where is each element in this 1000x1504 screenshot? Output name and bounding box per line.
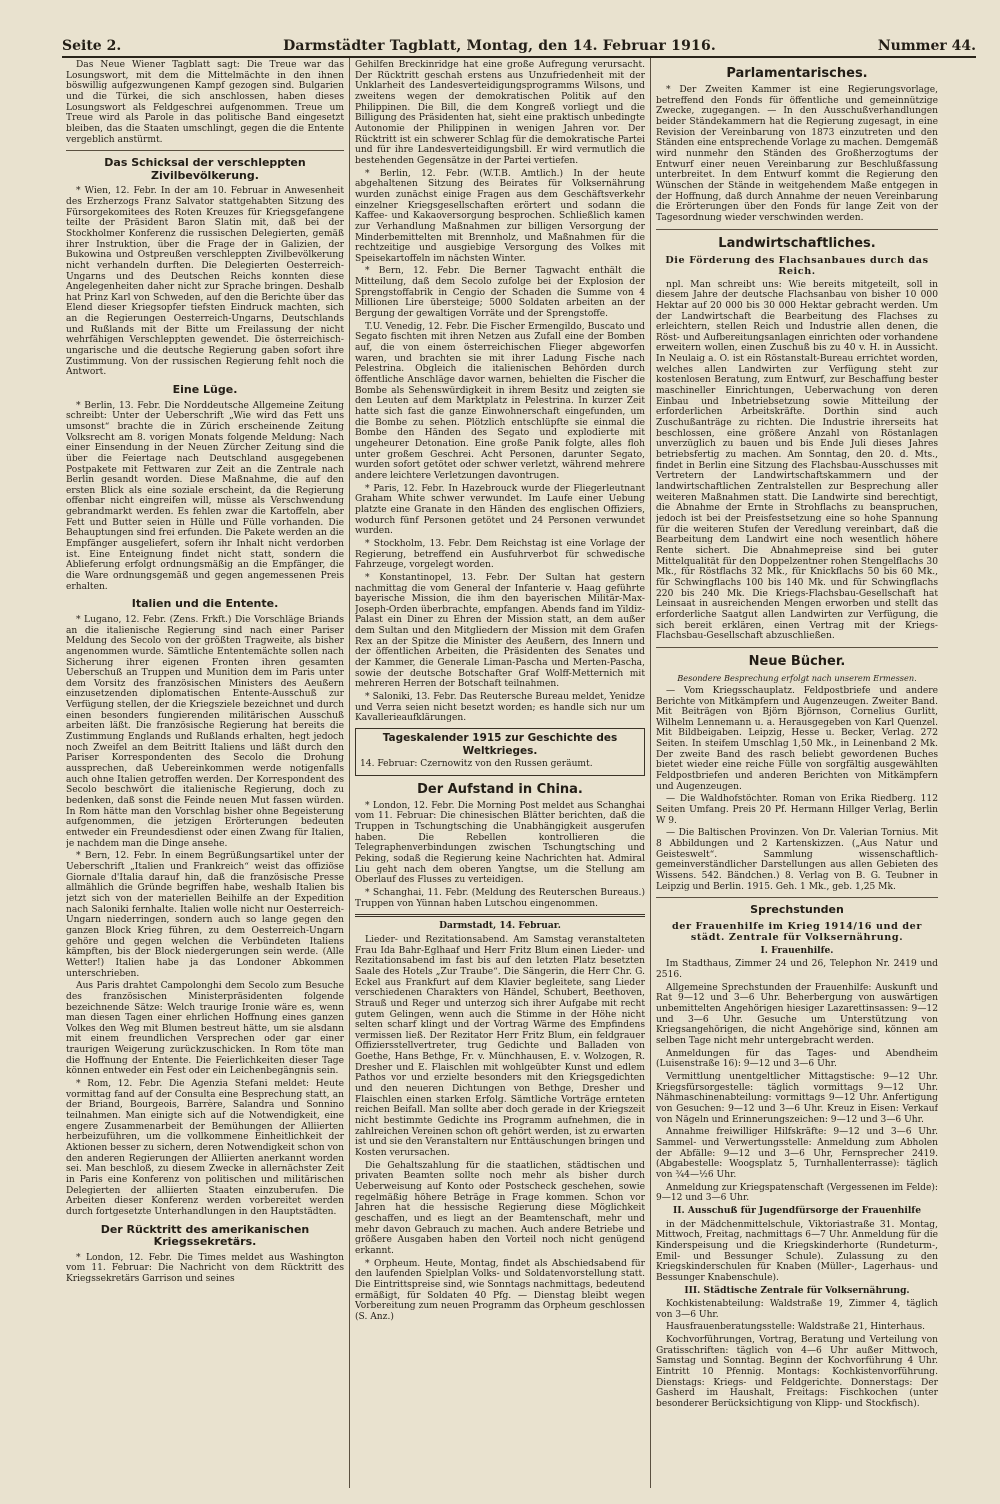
article-text: Lieder- und Rezitationsabend. Am Samstag veranstalteten Frau Ida Bahr-Eglhaaf und Herr Fritz Blum einen Lieder- und Rezitationsabend im fast bis auf den letzten Platz besetzten Saale des Hotels „Zur Traube“. Die Sängerin, die Herr Chr. G. Eckel aus Frankfurt auf dem Klavier begleitete, sang Lieder verschiedenen Charakters von Händel, Schubert, Beethoven, Strauß und Reger und unterzog sich ihrer Aufgabe mit recht gutem Gelingen, wenn auch die Stimme in der Höhe nicht selten scharf klingt und der Vortrag Wärme des Empfindens vermissen ließ. Der Rezitator Herr Fritz Blum, ein feldgrauer Offiziersstellvertreter, trug Gedichte und Balladen von Goethe, Hans Bethge, Fr. v. Münchhausen, E. v. Wolzogen, R. Dresher und E. Flaischlen mit wohlgeübter Kunst und edlem Pathos vor und erzielte besonders mit den Kriegsgedichten und den neueren Dichtungen von Bethge, Dresher und Flaischlen einen starken Erfolg. Sämtliche Vorträge ernteten reichen Beifall. Man sollte aber doch gerade in der Kriegszeit nicht bestimmte Gedichte ins Programm aufnehmen, die in zahlreichen Vereinen schon oft gehört werden, ist zu erwarten ist und sie den Veranstaltern nur Enttäuschungen bringen und Kosten verursachen. [355, 934, 645, 1159]
article-text: * Berlin, 12. Febr. (W.T.B. Amtlich.) In der heute abgehaltenen Sitzung des Beirates für Volksernährung wurden zunächst einige Fragen aus dem Geschäftsverkehr einzelner Kriegsgesellschaften erörtert und sodann die Kaffee- und Kakaoversorgung besprochen. Schließlich kamen zur Verhandlung Maßnahmen zur billigen Versorgung der Minderbemittelten mit Brennholz, und Maßnahmen für die rechtzeitige und ausgiebige Versorgung des Volkes mit Speisekartoffeln im nächsten Winter. [355, 168, 645, 264]
article-text: Allgemeine Sprechstunden der Frauenhilfe: Auskunft und Rat 9—12 und 3—6 Uhr. Beherbergung von auswärtigen unbemittelten Angehörigen hiesiger Lazarettinsassen: 9—12 und 3—6 Uhr. Gesuche um Unterstützung von Kriegsangehörigen, die nicht Angehörige sind, können am selben Tage nicht mehr untergebracht werden. [656, 982, 938, 1047]
article-text: — Vom Kriegsschauplatz. Feldpostbriefe und andere Berichte von Mitkämpfern und Augenzeugen. Zweiter Band. Mit Beiträgen von Björn Björnson, Cornelius Gurlitt, Wilhelm Lennemann u. a. Herausgegeben von Karl Quenzel. Mit Bildbeigaben. Leipzig, Hesse u. Becker, Verlag. 272 Seiten. In steifem Umschlag 1,50 Mk., in Leinenband 2 Mk. Der zweite Band des rasch beliebt gewordenen Buches bietet wieder eine reiche Fülle von sorgfältig ausgewählten Feldpostbriefen und anderen Berichten von Mitkämpfern und Augenzeugen. [656, 685, 938, 792]
article-text: Das Neue Wiener Tagblatt sagt: Die Treue war das Losungswort, mit dem die Mittelmächte in den ihnen böswillig aufgezwungenen Kampf gezogen sind. Bulgarien und die Türkei, die sich anschlossen, haben dieses Losungswort als Feldgeschrei aufgenommen. Treue um Treue wird als Parole in das politische Band eingesetzt bleiben, das die Staaten umschlingt, gegen die die Entente vergeblich anstürmt. [66, 60, 344, 145]
page-number: Seite 2. [62, 38, 122, 54]
headline: Sprechstunden [750, 903, 844, 917]
column-rule-1 [349, 58, 350, 1488]
article-text: * Lugano, 12. Febr. (Zens. Frkft.) Die Vorschläge Briands an die italienische Regierung sind nach einer Pariser Meldung des Secolo von der größten Tragweite, als bisher angenommen wurde. Sämtliche Ententemächte sollen nach Sicherung ihrer eigenen Fronten ihren gesamten Ueberschuß an Truppen und Munition dem im Paris unter dem Vorsitz des französischen Ministers des Aeußern einzusetzenden diplomatischen Entente-Ausschuß zur Verfügung stellen, der die Kriegsziele bezeichnet und durch einen besonders fungierenden militärischen Ausschuß arbeiten läßt. Die französische Regierung hat bereits die Zustimmung Englands und Rußlands erhalten, hegt jedoch noch Zweifel an dem Beitritt Italiens und läßt durch den Pariser Korrespondenten des Secolo die Drohung aussprechen, daß Uebereinkommen werde notigenfalls auch ohne Italien getroffen werden. Der Korrespondent des Secolo beschwört die italienische Regierung, doch zu bedenken, daß sonst die Feinde neuen Mut fassen würden. In Rom hätte man den Vorschlag bisher ohne Begeisterung aufgenommen, die jetzigen Erörterungen bedeuten entweder ein Freundesdienst oder einen Zwang für Italien, je nachdem man die Dinge ansehe. [66, 614, 344, 849]
headline: Italien und die Entente. [131, 597, 279, 611]
article-text: * Berlin, 13. Febr. Die Norddeutsche Allgemeine Zeitung schreibt: Unter der Ueberschrift „Wie wird das Fett uns umsonst“ brachte die in Zürich erscheinende Zeitung Volksrecht am 8. vorigen Monats folgende Meldung: Nach einer Einsendung in der Neuen Zürcher Zeitung sind die über die Feiertage nach Deutschland ausgegebenen Postpakete mit Fettwaren zur Zeit an die Zentrale nach Berlin gesandt worden. Diese Maßnahme, die auf den ersten Blick als eine soziale erscheint, da die Regierung offenbar nicht eingreifen will, müsse als Verschwendung gebrandmarkt werden. Es fehlen zwar die Kartoffeln, aber Fett und Butter seien in Hülle und Fülle vorhanden. Die Behauptungen sind frei erfunden. Die Pakete werden an die Empfänger ausgeliefert, sofern ihr Inhalt nicht verdorben ist. Eine Enteignung findet nicht statt, sondern die Ablieferung erfolgt ordnungsmäßig an die Empfänger, die die Ware ordnungsgemäß und gegen angemessenen Preis erhalten. [66, 400, 344, 592]
local-dateline: Darmstadt, 14. Februar. [439, 920, 561, 932]
newspaper-title: Darmstädter Tagblatt, Montag, den 14. Februar 1916. [283, 38, 716, 54]
divider [66, 150, 344, 151]
article-text: T.U. Venedig, 12. Febr. Die Fischer Ermengildo, Buscato und Segato fischten mit ihren Netzen aus Zufall eine der Bomben auf, die von einem österreichischen Flieger abgeworfen waren, und brachten sie mit ihrer Ladung Fische nach Pelestrina. Obgleich die italienischen Behörden durch öffentliche Anschläge davor warnen, behielten die Fischer die Bombe als Sehenswürdigkeit in ihrem Besitz und zeigten sie den Leuten auf dem Marktplatz in Pelestrina. In kurzer Zeit hatte sich fast die ganze Einwohnerschaft eingefunden, um die Bombe zu sehen. Plötzlich entschlüpfte sie einmal die Bombe den Händen des Segato und explodierte mit ungeheurer Detonation. Eine große Panik folgte, alles floh unter großem Geschrei. Acht Personen, darunter Segato, wurden sofort getötet oder schwer verletzt, während mehrere andere leichtere Verletzungen davontrugen. [355, 321, 645, 481]
article-text: Kochvorführungen, Vortrag, Beratung und Verteilung von Gratisschriften: täglich von 4—6 Uhr außer Mittwoch, Samstag und Sonntag. Beginn der Kochvorführung 4 Uhr. Eintritt 10 Pfennig. Montags: Kochkistenvorführung. Dienstags: Kriegs- und Feldgerichte. Donnerstags: Der Gasherd im Haushalt, Freitags: Fischkochen (unter besonderer Berücksichtigung von Klipp- und Stockfisch). [656, 1335, 938, 1410]
article-text: Anmeldung zur Kriegspatenschaft (Vergessenen im Felde): 9—12 und 3—6 Uhr. [656, 1182, 938, 1204]
headline: Neue Bücher. [748, 653, 846, 669]
masthead [62, 28, 976, 58]
article-text: Kochkistenabteilung: Waldstraße 19, Zimmer 4, täglich von 3—6 Uhr. [656, 1299, 938, 1320]
divider [656, 647, 938, 648]
article-text: * Der Zweiten Kammer ist eine Regierungsvorlage, betreffend den Fonds für öffentliche und gemeinnützige Zwecke, zugegangen. — In den Ausschußverhandlungen beider Ständekammern hat die Regierung zugesagt, in eine Revision der Vereinbarung von 1873 einzutreten und den Ständen eine entsprechende Vorlage zu machen. Demgemäß wird nunmehr den Ständen des Großherzogtums der Entwurf einer neuen Vereinbarung zur Beschlußfassung unterbreitet. In dem Entwurf kommt die Regierung den Wünschen der Stände in weitgehendem Maße entgegen in der Hoffnung, daß durch Annahme der neuen Vereinbarung die Erörterungen über den Fonds für lange Zeit von der Tagesordnung wieder verschwinden werden. [656, 85, 938, 223]
article-text: Die Gehaltszahlung für die staatlichen, städtischen und privaten Beamten sollte noch mehr als bisher durch Ueberweisung auf Konto oder Postscheck geschehen, sowie regelmäßig höhere Beträge in Frage kommen. Schon vor Jahren hat die hessische Regierung diese Möglichkeit geschaffen, und es liegt an der Beamtenschaft, mehr und mehr davon Gebrauch zu machen. Auch andere Betriebe und größere Ausgaben haben den Vorteil noch nicht genügend erkannt. [355, 1160, 645, 1256]
article-text: * London, 12. Febr. Die Morning Post meldet aus Schanghai vom 11. Februar: Die chinesischen Blätter berichten, daß die Truppen in Tschungtsching die Unabhängigkeit ausgerufen haben. Die Rebellen kontrollieren die Telegraphenverbindungen zwischen Tschungtsching und Peking, sodaß die Regierung keine Nachrichten hat. Admiral Liu geht nach dem oberen Yangtse, um die Stellung am Oberlauf des Flusses zu verteidigen. [355, 800, 645, 886]
article-text: — Die Waldhofstöchter. Roman von Erika Riedberg. 112 Seiten Umfang. Preis 20 Pf. Hermann Hillger Verlag, Berlin W 9. [656, 794, 938, 826]
article-text: Hausfrauenberatungsstelle: Waldstraße 21, Hinterhaus. [666, 1322, 926, 1333]
headline: Der Aufstand in China. [417, 781, 583, 797]
calendar-box [355, 728, 645, 776]
article-text: Gehilfen Breckinridge hat eine große Aufregung verursacht. Der Rücktritt geschah erstens aus Unzufriedenheit mit der Unklarheit des Landesverteidigungsprogramms Wilsons, und zweitens wegen der demokratischen Politik auf den Philippinen. Die Bill, die dem Kongreß vorliegt und die Billigung des Präsidenten hat, sieht eine praktisch unbedingte Autonomie der Philippinen in wenigen Jahren vor. Der Rücktritt ist ein schwerer Schlag für die demokratische Partei und für ihre Landesverteidigungsbill. Er wird vermutlich die bestehenden Gegensätze in der Partei vertiefen. [355, 60, 645, 166]
article-text: * Bern, 12. Febr. Die Berner Tagwacht enthält die Mitteilung, daß dem Secolo zufolge bei der Explosion der Sprengstoffabrik in Cengio der Schaden die Summe von 4 Millionen Lire übersteige; 5000 Soldaten arbeiten an der Bergung der gewaltigen Vorräte und der Sprengstoffe. [355, 266, 645, 320]
divider [656, 897, 938, 898]
article-text: Annahme freiwilliger Hilfskräfte: 9—12 und 3—6 Uhr. Sammel- und Verwertungsstelle: Anmeldung zum Abholen der Abfälle: 9—12 und 3—6 Uhr, Fernsprecher 2419. (Abgabestelle: Woogsplatz 5, Turnhallenterrasse): täglich von ¾4—½6 Uhr. [656, 1127, 938, 1180]
headline: Das Schicksal der verschleppten Zivilbevölkerung. [104, 156, 306, 182]
calendar-title: Tageskalender 1915 zur Geschichte des Weltkrieges. [382, 732, 618, 757]
section-label: I. Frauenhilfe. [760, 944, 834, 956]
column-rule-2 [650, 58, 651, 1488]
article-text: * Saloniki, 13. Febr. Das Reutersche Bureau meldet, Yenidze und Verra seien nicht besetzt worden; es handle sich nur um Kavallerieaufklärungen. [355, 692, 645, 724]
column-2 [355, 60, 645, 1486]
headline: Eine Lüge. [172, 383, 238, 397]
article-text: Im Stadthaus, Zimmer 24 und 26, Telephon Nr. 2419 und 2516. [656, 959, 938, 981]
article-text: Vermittlung unentgeltlicher Mittagstische: 9—12 Uhr. Kriegsfürsorgestelle: täglich vormittags 9—12 Uhr. Nähmaschinenabteilung: vormittags 9—12 Uhr. Anfertigung von Gesuchen: 9—12 und 3—6 Uhr. Kreuz in Eisen: Verkauf von Nägeln und Erinnerungszeichen: 9—12 und 3—6 Uhr. [656, 1072, 938, 1125]
divider [656, 229, 938, 230]
article-text: — Die Baltischen Provinzen. Von Dr. Valerian Tornius. Mit 8 Abbildungen und 2 Kartenskizzen. („Aus Natur und Geisteswelt“. Sammlung wissenschaftlich-gemeinverständlicher Darstellungen aus allen Gebieten des Wissens. 542. Bändchen.) 8. Verlag von B. G. Teubner in Leipzig und Berlin. 1915. Geh. 1 Mk., geb. 1,25 Mk. [656, 828, 938, 892]
article-text: * Konstantinopel, 13. Febr. Der Sultan hat gestern nachmittag die vom General der Infanterie v. Haag geführte bayerische Mission, die ihm den bayerischen Militär-Max-Joseph-Orden überbrachte, empfangen. Abends fand im Yildiz-Palast ein Diner zu Ehren der Mission statt, an dem außer dem Sultan und den Mitgliedern der Mission mit dem Grafen Rex an der Spitze die Minister des Aeußern, des Innern und der öffentlichen Arbeiten, die Präsidenten des Senates und der Kammer, die Generale Liman-Pascha und Merten-Pascha, sowie der deutsche Botschafter Graf Wolff-Metternich mit mehreren Herren der Botschaft teilnahmen. [355, 572, 645, 690]
article-text: * London, 12. Febr. Die Times meldet aus Washington vom 11. Februar: Die Nachricht von dem Rücktritt des Kriegssekretärs Garrison und seines [66, 1252, 344, 1284]
divider [355, 914, 645, 917]
column-3 [656, 60, 938, 1486]
article-text: * Stockholm, 13. Febr. Dem Reichstag ist eine Vorlage der Regierung, betreffend ein Ausfuhrverbot für schwedische Fahrzeuge, vorgelegt worden. [355, 538, 645, 571]
article-text: * Schanghai, 11. Febr. (Meldung des Reuterschen Bureaus.) Truppen von Yünnan haben Lutschou eingenommen. [355, 887, 645, 909]
section-label: II. Ausschuß für Jugendfürsorge der Frauenhilfe [673, 1204, 921, 1216]
headline: Landwirtschaftliches. [718, 235, 876, 251]
column-1 [66, 60, 344, 1486]
article-text: Aus Paris drahtet Campolonghi dem Secolo zum Besuche des französischen Ministerpräsidenten folgende bezeichnende Sätze: Welch traurige Ironie wäre es, wenn man diesen Tagen einer ehrlichen Hoffnung eines ganzen Volkes den Weg mit Blumen bestreut hätte, um sie alsdann mit einem freundlichen Versprechen oder gar einer traurigen Weigerung zurückzuschicken. In Rom töte man die Hoffnung der Entente. Die Feierlichkeiten dieser Tage können entweder ein Fest oder ein Leichenbegängnis sein. [66, 981, 344, 1077]
section-note: Besondere Besprechung erfolgt nach unserem Ermessen. [677, 672, 917, 683]
section-label: III. Städtische Zentrale für Volksernährung. [684, 1284, 910, 1296]
article-text: * Wien, 12. Febr. In der am 10. Februar in Anwesenheit des Erzherzogs Franz Salvator stattgehabten Sitzung des Fürsorgekomitees des Roten Kreuzes für Kriegsgefangene teilte der Präsident Baron Slatin mit, daß bei der Stockholmer Konferenz die russischen Delegierten, gemäß ihrer Instruktion, über die Frage der in Galizien, der Bukowina und Ostpreußen verschleppten Zivilbevölkerung nicht verhandeln durften. Die Delegierten Oesterreich-Ungarns und des Deutschen Reichs konnten diese Angelegenheiten daher nicht zur Sprache bringen. Deshalb hat Prinz Karl von Schweden, auf den die Berichte über das Elend dieser Kriegsopfer tiefsten Eindruck machten, sich an die Regierungen Oesterreich-Ungarns, Deutschlands und Rußlands mit der Bitte um Freilassung der nicht wehrfähigen Verschleppten gewendet. Die österreichisch-ungarische und die deutsche Regierung gaben sofort ihre Zustimmung. Von der russischen Regierung fehlt noch die Antwort. [66, 186, 344, 378]
article-text: * Orpheum. Heute, Montag, findet als Abschiedsabend für den laufenden Spielplan Volks- und Soldatenvorstellung statt. Die Eintrittspreise sind, wie Sonntags nachmittags, bedeutend ermäßigt, für Soldaten 40 Pfg. — Dienstag bleibt wegen Vorbereitung zum neuen Programm das Orpheum geschlossen (S. Anz.) [355, 1258, 645, 1322]
headline: Parlamentarisches. [726, 66, 868, 81]
subheadline: Die Förderung des Flachsanbaues durch das Reich. [665, 254, 929, 277]
issue-number: Nummer 44. [877, 38, 976, 54]
article-text: * Rom, 12. Febr. Die Agenzia Stefani meldet: Heute vormittag fand auf der Consulta eine Besprechung statt, an der Briand, Bourgeois, Barrère, Salandra und Sonnino teilnahmen. Man einigte sich auf die Notwendigkeit, eine engere Zusammenarbeit der Bemühungen der Alliierten herbeizuführen, um die vollkommene Einheitlichkeit der Aktionen besser zu sichern, deren Notwendigkeit schon von den anderen Regierungen der Alliierten anerkannt worden sei. Man beschloß, zu diesem Zwecke in allernächster Zeit in Paris eine Konferenz von politischen und militärischen Delegierten der alliierten Staaten einzuberufen. Die Arbeiten dieser Konferenz werden vorbereitet werden durch fortgesetzte Unterhandlungen in den Hauptstädten. [66, 1079, 344, 1217]
calendar-text: 14. Februar: Czernowitz von den Russen geräumt. [360, 759, 593, 770]
article-text: in der Mädchenmittelschule, Viktoriastraße 31. Montag, Mittwoch, Freitag, nachmittags 6—7 Uhr. Anmeldung für die Kinderspeisung und die Kriegskinderhorte (Rundeturm-, Emil- und Bessunger Schule). Zulassung zu den Kriegskinderschulen für Knaben (Müller-, Lagerhaus- und Bessunger Knabenschule). [656, 1219, 938, 1283]
article-text: * Bern, 12. Febr. In einem Begrüßungsartikel unter der Ueberschrift „Italien und Frankreich“ weist das offiziöse Giornale d'Italia darauf hin, daß die französische Presse allmählich die Gründe begriffen habe, weshalb Italien bis jetzt sich von der materiellen Beihilfe an der Expedition nach Saloniki fernhalte. Italien wolle nicht nur Oesterreich-Ungarn niederringen, sondern auch so lange gegen den ganzen Block Krieg führen, zu dem Oesterreich-Ungarn gehöre und gegen welchen die Verbündeten Italiens kämpften, bis der Block niedergerungen sein werde. (Alle Wetter!) Italien habe ja das Londoner Abkommen unterschrieben. [66, 851, 344, 979]
article-text: Anmeldungen für das Tages- und Abendheim (Luisenstraße 16): 9—12 und 3—6 Uhr. [656, 1048, 938, 1070]
article-text: * Paris, 12. Febr. In Hazebrouck wurde der Fliegerleutnant Graham White schwer verwundet. Im Laufe einer Uebung platzte eine Granate in den Händen des englischen Offiziers, wodurch fünf Personen getötet und 24 Personen verwundet wurden. [355, 483, 645, 537]
headline: Der Rücktritt des amerikanischen Kriegssekretärs. [100, 1222, 310, 1249]
subheadline: der Frauenhilfe im Krieg 1914/16 und der städt. Zentrale für Volksernährung. [671, 920, 923, 943]
article-text: npl. Man schreibt uns: Wie bereits mitgeteilt, soll in diesem Jahre der deutsche Flachsanbau von bisher 10 000 Hektar auf 20 000 bis 30 000 Hektar gebracht werden. Um der Landwirtschaft die Bearbeitung des Flachses zu erleichtern, stellen Reich und Industrie allen denen, die Röst- und Aufbereitungsanlagen einrichten oder vorhandene erweitern wollen, einen Zuschuß bis zu 40 v. H. in Aussicht. In Neulaig a. O. ist ein Röstanstalt-Bureau errichtet worden, welches allen Landwirten zur Verfügung steht zur kostenlosen Beratung, zum Entwurf, zur Beschaffung bester maschineller Einrichtungen, Ueberwachung von deren Einbau und Inbetriebsetzung sowie Mitteilung der erforderlichen Arbeitskräfte. Dorthin sind auch Zuschußanträge zu richten. Die Industrie ihrerseits hat beschlossen, eine größere Anzahl von Röstanlagen unverzüglich zu bauen und bis Ende Juli dieses Jahres betriebsfertig zu machen. Am Sonntag, den 20. d. Mts., findet in Berlin eine Sitzung des Flachsbau-Ausschusses mit Vertretern der Landwirtschaftskammern und der landwirtschaftlichen Zentralstellen zur Besprechung aller weiteren Maßnahmen statt. Die Landwirte sind berechtigt, die Abnahme der Ernte in Strohflachs zu beanspruchen, jedoch ist bei der Preisfestsetzung eine so hohe Spannung für die weiteren Stufen der Veredlung vereinbart, daß die Bearbeitung dem Landwirt eine noch wesentlich höhere Rente sichert. Die Abnahmepreise sind bei guter Mittelqualität für den Doppelzentner rohen Stengelflachs 30 Mk., für Röstflachs 32 Mk., für Knickflachs 50 bis 60 Mk., für Schwingflachs 100 bis 140 Mk. und für Schwingflachs 220 bis 240 Mk. Die Kriegs-Flachsbau-Gesellschaft hat Leinsaat in ausreichenden Mengen erworben und stellt das erforderliche Saatgut allen Landwirten zur Verfügung, die sich bereit erklären, einen Vertrag mit der Kriegs-Flachsbau-Gesellschaft abzuschließen. [656, 279, 938, 642]
